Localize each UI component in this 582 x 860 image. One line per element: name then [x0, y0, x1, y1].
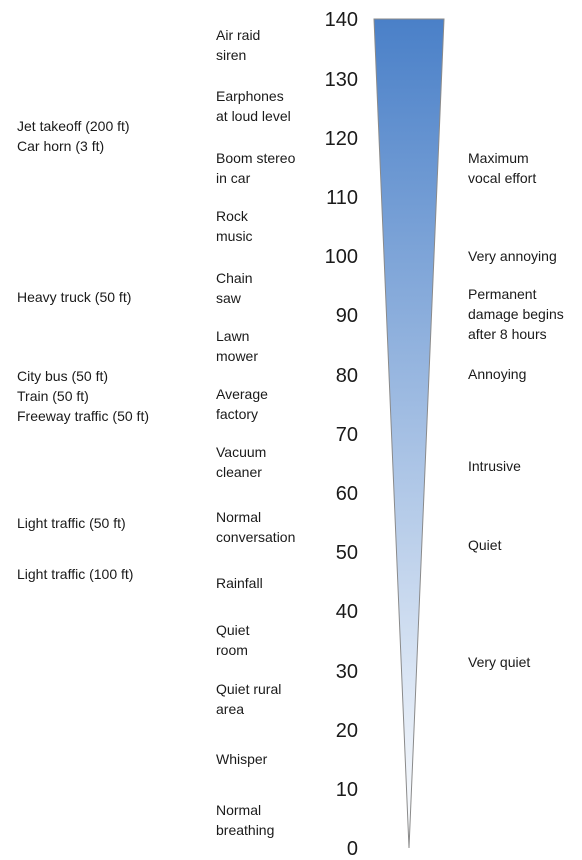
sound-source-label: Quiet rural area — [216, 681, 282, 717]
scale-tick-label: 70 — [335, 424, 358, 446]
sound-source-label: Lawn mower — [216, 328, 259, 364]
traffic-source-label: City bus (50 ft) Train (50 ft) Freeway traffic (50 ft) — [17, 368, 150, 424]
scale-tick-label: 10 — [335, 779, 358, 801]
scale-tick-label: 120 — [324, 128, 358, 150]
perception-label: Permanent damage begins after 8 hours — [468, 286, 564, 342]
sound-source-label: Normal conversation — [216, 509, 296, 545]
scale-tick-label: 100 — [324, 246, 358, 268]
traffic-source-label: Light traffic (100 ft) — [17, 566, 134, 582]
scale-tick-label: 50 — [335, 542, 358, 564]
sound-source-label: Earphones at loud level — [216, 88, 291, 124]
sound-source-label: Normal breathing — [216, 802, 275, 838]
scale-tick-label: 80 — [335, 365, 358, 387]
perception-label: Very annoying — [468, 248, 557, 264]
sound-source-label: Rock music — [216, 208, 253, 244]
scale-tick-label: 30 — [335, 661, 358, 683]
sound-source-label: Boom stereo in car — [216, 150, 296, 186]
perception-label: Very quiet — [468, 654, 531, 670]
sound-source-label: Rainfall — [216, 575, 263, 591]
traffic-source-label: Light traffic (50 ft) — [17, 515, 126, 531]
perception-label: Maximum vocal effort — [468, 150, 537, 186]
traffic-source-label: Heavy truck (50 ft) — [17, 289, 132, 305]
scale-tick-label: 130 — [324, 69, 358, 91]
scale-tick-label: 110 — [326, 187, 358, 209]
perception-label: Annoying — [468, 366, 527, 382]
sound-source-label: Quiet room — [216, 622, 250, 658]
scale-tick-label: 90 — [335, 305, 358, 327]
wedge-shape — [374, 19, 444, 848]
scale-tick-label: 0 — [346, 838, 358, 860]
scale-tick-label: 60 — [335, 483, 358, 505]
perception-label: Quiet — [468, 537, 502, 553]
scale-tick-label: 20 — [335, 720, 358, 742]
perception-label: Intrusive — [468, 458, 521, 474]
sound-source-label: Chain saw — [216, 270, 253, 306]
sound-source-label: Vacuum cleaner — [216, 444, 267, 480]
sound-source-label: Average factory — [216, 386, 268, 422]
traffic-source-label: Jet takeoff (200 ft) Car horn (3 ft) — [17, 118, 130, 154]
scale-tick-label: 40 — [335, 601, 358, 623]
scale-tick-label: 140 — [324, 9, 358, 31]
sound-source-label: Whisper — [216, 751, 268, 767]
sound-source-label: Air raid siren — [216, 27, 261, 63]
